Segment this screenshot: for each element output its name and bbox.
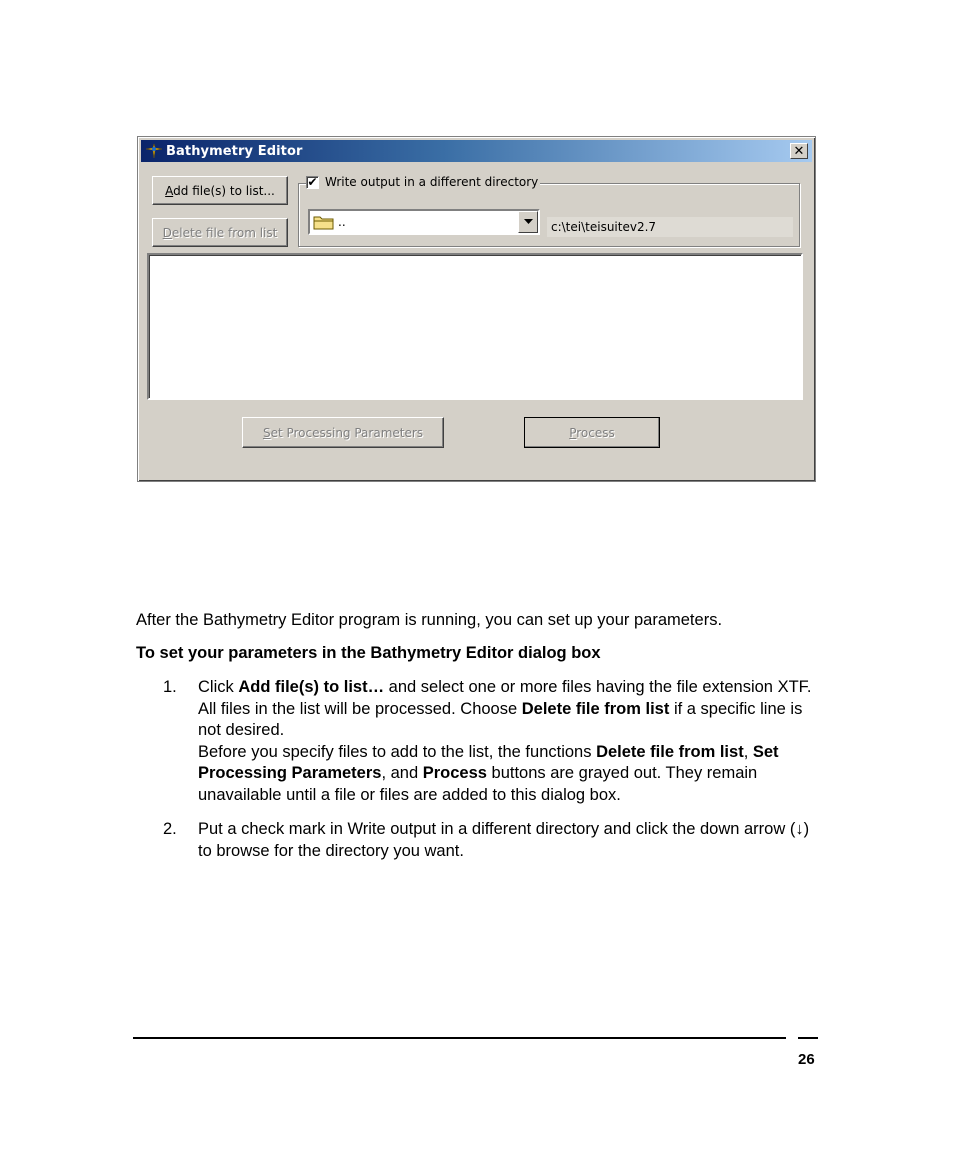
process-button[interactable] — [524, 417, 660, 448]
step-1-text-7: buttons are grayed out. They remain unavailable until a file or files are added to this dialog box. — [198, 764, 758, 804]
app-icon — [145, 142, 163, 160]
step-1-paragraph-b — [198, 742, 823, 807]
step-1-text-5: , — [743, 742, 753, 761]
step-1-bold-delete-file-2: Delete file from list — [596, 742, 744, 761]
step-2 — [163, 819, 823, 865]
output-path-display: c:\tei\teisuitev2.7 — [547, 217, 793, 237]
step-1-body — [198, 677, 823, 806]
add-files-label: dd file(s) to list... — [173, 183, 275, 198]
write-output-checkbox[interactable] — [306, 176, 319, 189]
add-files-accel: A — [165, 183, 174, 198]
bathymetry-editor-dialog — [137, 136, 816, 482]
procedure-heading: To set your parameters in the Bathymetry Editor dialog box — [136, 644, 601, 662]
step-1-text-2: and select one or more files having the file extension XTF. All files in the list will be processed. Choose — [198, 678, 812, 718]
delete-file-button[interactable] — [152, 218, 288, 247]
step-1-bold-add-files: Add file(s) to list… — [238, 678, 385, 696]
step-1-text-6: , and — [381, 764, 423, 782]
directory-combo[interactable] — [308, 209, 540, 235]
step-1-text-1: Click — [198, 678, 239, 696]
step-1-bold-set-params: Set Processing Parameters — [198, 742, 779, 782]
checkmark-icon: ✔ — [307, 175, 318, 189]
step-1-bold-process: Process — [422, 764, 487, 782]
step-1-number: 1. — [163, 678, 177, 696]
intro-paragraph: After the Bathymetry Editor program is running, you can set up your parameters. — [136, 611, 723, 629]
delete-file-accel: D — [162, 225, 172, 240]
footer-rule-right — [798, 1037, 818, 1039]
close-icon: ✕ — [793, 143, 805, 159]
add-files-button[interactable] — [152, 176, 288, 205]
write-output-checkbox-row[interactable] — [306, 175, 540, 189]
file-list[interactable] — [147, 253, 803, 400]
set-params-label: et Processing Parameters — [270, 425, 424, 440]
step-1-paragraph-a — [198, 677, 823, 742]
dialog-title: Bathymetry Editor — [166, 143, 303, 159]
footer-rule-left — [133, 1037, 786, 1039]
step-1 — [163, 677, 823, 807]
write-output-label: Write output in a different directory — [325, 175, 539, 189]
directory-combo-value: .. — [338, 215, 346, 229]
folder-icon — [313, 214, 335, 233]
set-params-accel: S — [262, 425, 271, 440]
page-number: 26 — [798, 1051, 815, 1068]
step-2-body: Put a check mark in Write output in a different directory and click the down arrow (↓) to browse for the directory you want. — [198, 820, 810, 860]
delete-file-label: elete file from list — [171, 225, 278, 240]
chevron-down-icon — [524, 219, 533, 225]
dropdown-arrow-button[interactable] — [518, 211, 538, 233]
process-label: rocess — [576, 425, 615, 440]
set-processing-parameters-button[interactable] — [242, 417, 444, 448]
step-1-text-4: Before you specify files to add to the list, the functions — [198, 742, 597, 761]
title-bar[interactable] — [141, 140, 812, 162]
process-accel: P — [569, 425, 577, 440]
close-button[interactable] — [790, 143, 808, 159]
step-2-number: 2. — [163, 820, 177, 838]
step-1-text-3: if a specific line is not desired. — [198, 699, 803, 739]
step-1-bold-delete-file: Delete file from list — [521, 699, 670, 718]
